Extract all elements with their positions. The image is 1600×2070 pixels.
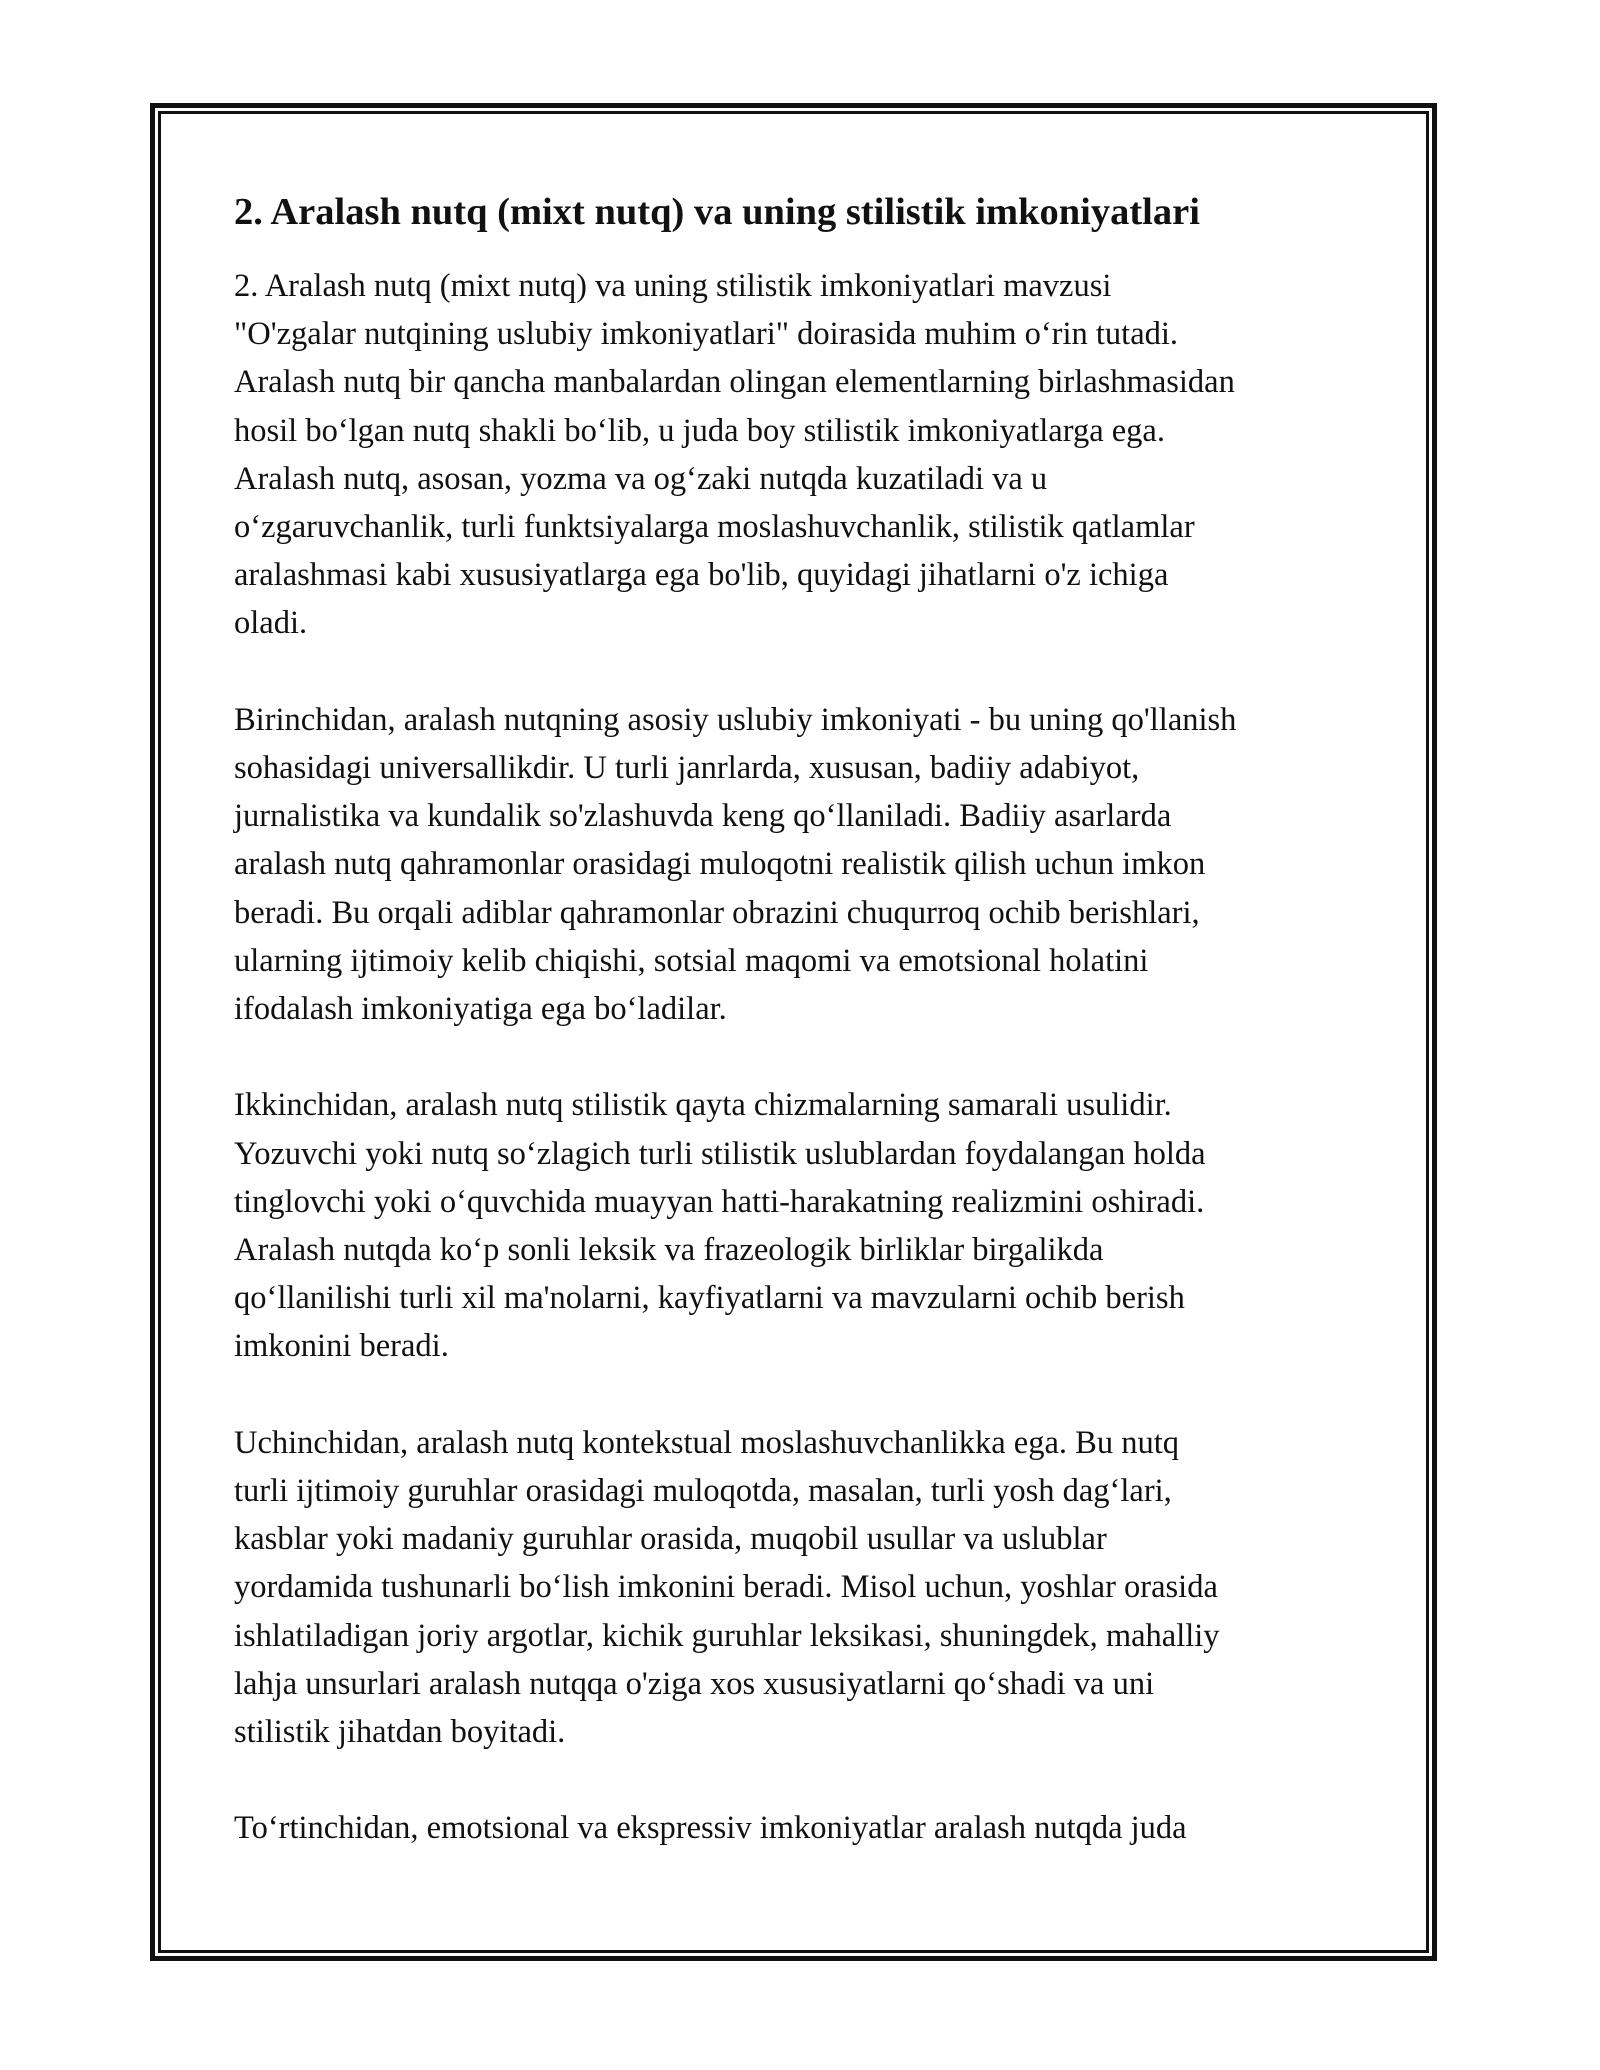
text-line: Aralash nutqda ko‘p sonli leksik va frazeologik birliklar birgalikda bbox=[234, 1232, 1104, 1269]
text-line: Yozuvchi yoki nutq so‘zlagich turli stilistik uslublardan foydalangan holda bbox=[234, 1135, 1206, 1172]
text-line: aralash nutq qahramonlar orasidagi muloqotni realistik qilish uchun imkon bbox=[234, 846, 1206, 883]
text-line: beradi. Bu orqali adiblar qahramonlar obrazini chuqurroq ochib berishlari, bbox=[234, 894, 1200, 931]
text-line: Aralash nutq bir qancha manbalardan olingan elementlarning birlashmasidan bbox=[234, 364, 1235, 401]
text-line: imkonini beradi. bbox=[234, 1328, 449, 1365]
text-line: Ikkinchidan, aralash nutq stilistik qayta chizmalarning samarali usulidir. bbox=[234, 1087, 1172, 1124]
text-line: ishlatiladigan joriy argotlar, kichik guruhlar leksikasi, shuningdek, mahalliy bbox=[234, 1617, 1220, 1654]
text-line: o‘zgaruvchanlik, turli funktsiyalarga moslashuvchanlik, stilistik qatlamlar bbox=[234, 509, 1195, 546]
text-line: 2. Aralash nutq (mixt nutq) va uning stilistik imkoniyatlari mavzusi bbox=[234, 268, 1112, 304]
text-line: ularning ijtimoiy kelib chiqishi, sotsial maqomi va emotsional holatini bbox=[234, 942, 1149, 979]
paragraphs bbox=[234, 262, 1374, 1853]
text-line: hosil bo‘lgan nutq shakli bo‘lib, u juda boy stilistik imkoniyatlarga ega. bbox=[234, 412, 1165, 449]
paragraph bbox=[234, 696, 1374, 1033]
text-line: ifodalash imkoniyatiga ega bo‘ladilar. bbox=[234, 991, 727, 1028]
text-line: Uchinchidan, aralash nutq kontekstual moslashuvchanlikka ega. Bu nutq bbox=[234, 1424, 1179, 1461]
text-line: To‘rtinchidan, emotsional va ekspressiv imkoniyatlar aralash nutqda juda bbox=[234, 1810, 1187, 1847]
text-line: "O'zgalar nutqining uslubiy imkoniyatlari" doirasida muhim o‘rin tutadi. bbox=[234, 316, 1179, 353]
text-line: jurnalistika va kundalik so'zlashuvda keng qo‘llaniladi. Badiiy asarlarda bbox=[234, 798, 1172, 835]
text-line: turli ijtimoiy guruhlar orasidagi muloqotda, masalan, turli yosh dag‘lari, bbox=[234, 1473, 1172, 1510]
text-line: kasblar yoki madaniy guruhlar orasida, muqobil usullar va uslublar bbox=[234, 1521, 1107, 1558]
text-line: sohasidagi universallikdir. U turli janrlarda, xususan, badiiy adabiyot, bbox=[234, 750, 1140, 787]
page-title: 2. Aralash nutq (mixt nutq) va uning stilistik imkoniyatlari bbox=[234, 191, 1200, 233]
text-line: stilistik jihatdan boyitadi. bbox=[234, 1714, 566, 1751]
text-line: Birinchidan, aralash nutqning asosiy uslubiy imkoniyati - bu uning qo'llanish bbox=[234, 701, 1237, 738]
paragraph bbox=[234, 1081, 1374, 1370]
text-line: lahja unsurlari aralash nutqqa o'ziga xos xususiyatlarni qo‘shadi va uni bbox=[234, 1665, 1155, 1702]
text-line: yordamida tushunarli bo‘lish imkonini beradi. Misol uchun, yoshlar orasida bbox=[234, 1569, 1218, 1606]
paragraph bbox=[234, 1419, 1374, 1756]
document-body bbox=[234, 186, 1374, 1901]
text-line: tinglovchi yoki o‘quvchida muayyan hatti-harakatning realizmini oshiradi. bbox=[234, 1183, 1205, 1220]
text-line: oladi. bbox=[234, 605, 308, 642]
paragraph bbox=[234, 262, 1374, 648]
paragraph bbox=[234, 1804, 1374, 1852]
text-line: aralashmasi kabi xususiyatlarga ega bo'lib, quyidagi jihatlarni o'z ichiga bbox=[234, 557, 1169, 594]
text-line: qo‘llanilishi turli xil ma'nolarni, kayfiyatlarni va mavzularni ochib berish bbox=[234, 1280, 1185, 1317]
text-line: Aralash nutq, asosan, yozma va og‘zaki nutqda kuzatiladi va u bbox=[234, 460, 1048, 497]
